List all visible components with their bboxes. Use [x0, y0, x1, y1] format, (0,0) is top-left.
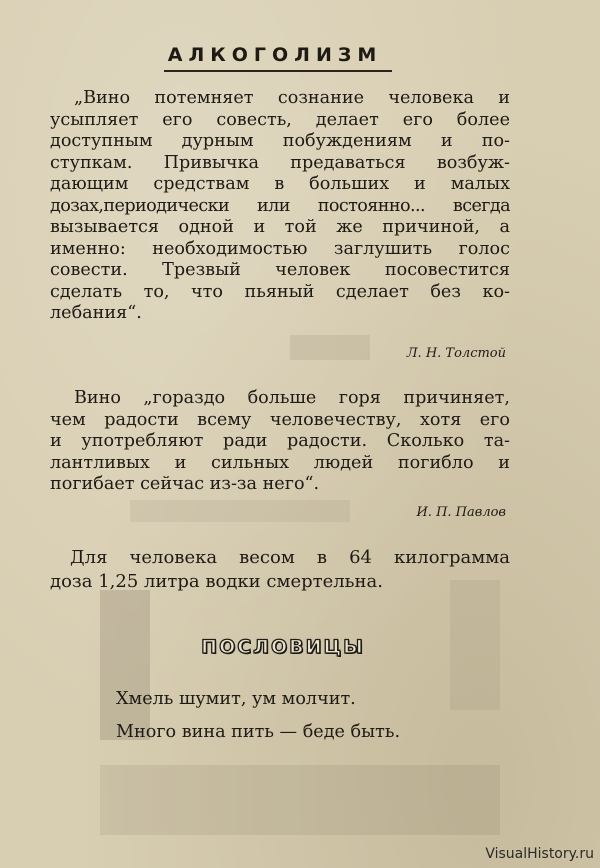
quote-line: усыпляет его совесть, делает его более	[50, 109, 510, 130]
ink-smudge	[100, 590, 150, 740]
quote-line: лебания“.	[50, 303, 142, 323]
quote-line: именно: необходимостью заглушить голос	[50, 238, 510, 259]
fact-block	[50, 546, 510, 594]
quote-line: вызывается одной и той же причиной, а	[50, 217, 510, 237]
watermark: VisualHistory.ru	[485, 846, 594, 862]
quote-line: погибает сейчас из-за него“.	[50, 474, 320, 494]
quote-line: лантливых и сильных людей погибло и	[50, 452, 510, 473]
quote-line: ступкам. Привычка предаваться возбуж-	[50, 152, 510, 173]
quote-line: дозах,периодически или постоянно... всегда	[50, 195, 510, 216]
quote-line: совести. Трезвый человек посовестится	[50, 260, 510, 280]
quote-pavlov	[50, 388, 510, 496]
quote-line: сделать то, что пьяный сделает без ко-	[50, 281, 510, 302]
quote-author-pavlov: И. П. Павлов	[416, 505, 506, 520]
proverb-item: Много вина пить — беде быть.	[116, 722, 401, 742]
fact-line: Для человека весом в 64 килограмма	[70, 547, 510, 568]
quote-tolstoy	[50, 88, 510, 325]
fact-line: доза 1,25 литра водки смертельна.	[50, 571, 383, 592]
quote-line: дающим средствам в больших и малых	[50, 174, 510, 194]
quote-line: Вино „гораздо больше горя причиняет,	[74, 388, 510, 408]
ink-smudge	[130, 500, 350, 522]
page-title: АЛКОГОЛИЗМ	[167, 44, 383, 66]
title-underline	[164, 70, 392, 72]
proverbs-heading: ПОСЛОВИЦЫ	[201, 636, 365, 658]
quote-line: „Вино потемняет сознание человека и	[74, 88, 510, 108]
ink-smudge	[100, 765, 500, 835]
quote-line: чем радости всему человечеству, хотя его	[50, 409, 510, 430]
quote-author-tolstoy: Л. Н. Толстой	[406, 346, 506, 361]
ink-smudge	[450, 580, 500, 710]
ink-smudge	[290, 335, 370, 360]
quote-line: доступным дурным побуждениям и по-	[50, 131, 510, 151]
proverb-item: Хмель шумит, ум молчит.	[116, 689, 356, 709]
quote-line: и употребляют ради радости. Сколько та-	[50, 431, 510, 451]
